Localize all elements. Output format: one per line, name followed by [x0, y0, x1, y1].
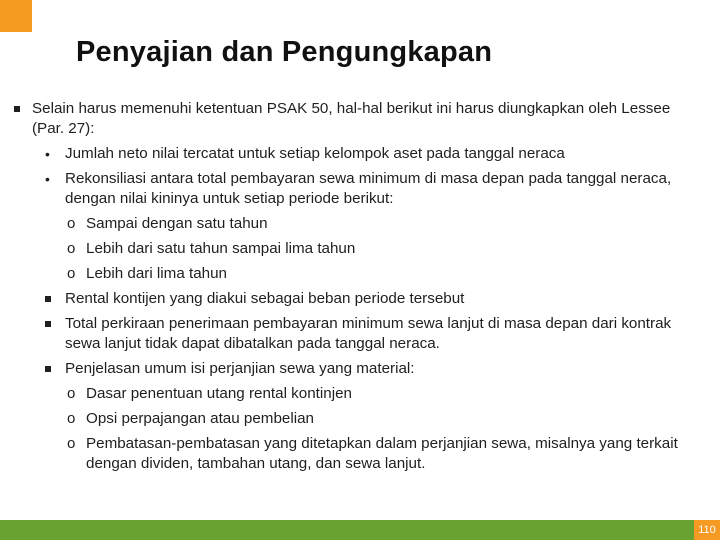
list-item [14, 314, 704, 354]
round-bullet-icon: • [45, 171, 50, 187]
circle-bullet-icon: o [67, 410, 76, 427]
list-item-text: Lebih dari lima tahun [86, 265, 227, 282]
list-item-text: Dasar penentuan utang rental kontinjen [86, 385, 352, 402]
list-item [14, 214, 704, 234]
list-item [14, 169, 704, 209]
circle-bullet-icon: o [67, 435, 76, 452]
circle-bullet-icon: o [67, 265, 76, 282]
square-bullet-icon [45, 314, 51, 334]
list-item-text: Jumlah neto nilai tercatat untuk setiap kelompok aset pada tanggal neraca [65, 145, 565, 162]
page-number: 110 [694, 520, 720, 540]
list-item [14, 384, 704, 404]
list-item [14, 409, 704, 429]
list-item [14, 434, 704, 474]
circle-bullet-icon: o [67, 215, 76, 232]
list-item-text: Rental kontijen yang diakui sebagai beban periode tersebut [65, 290, 465, 307]
list-item-text: Pembatasan-pembatasan yang ditetapkan dalam perjanjian sewa, misalnya yang terkait dengan dividen, tambahan utang, dan sewa lanjut. [86, 435, 678, 472]
list-item [14, 359, 704, 379]
list-item-text: Sampai dengan satu tahun [86, 215, 268, 232]
list-item-text: Penjelasan umum isi perjanjian sewa yang material: [65, 360, 415, 377]
square-bullet-icon [45, 289, 51, 309]
slide-title: Penyajian dan Pengungkapan [76, 36, 493, 68]
list-item-text: Selain harus memenuhi ketentuan PSAK 50, hal-hal berikut ini harus diungkapkan oleh Lessee (Par. 27): [32, 100, 671, 137]
list-item-text: Rekonsiliasi antara total pembayaran sewa minimum di masa depan pada tanggal neraca, dengan nilai kininya untuk setiap periode berikut: [65, 170, 672, 207]
list-item-text: Total perkiraan penerimaan pembayaran minimum sewa lanjut di masa depan dari kontrak sewa lanjut tidak dapat dibatalkan pada tanggal neraca. [65, 315, 672, 352]
list-item [14, 239, 704, 259]
footer-bar [0, 520, 720, 540]
circle-bullet-icon: o [67, 240, 76, 257]
bullet-list [14, 99, 704, 479]
list-item [14, 99, 704, 139]
list-item [14, 264, 704, 284]
list-item-text: Lebih dari satu tahun sampai lima tahun [86, 240, 356, 257]
square-bullet-icon [45, 359, 51, 379]
list-item [14, 144, 704, 164]
round-bullet-icon: • [45, 146, 50, 162]
circle-bullet-icon: o [67, 385, 76, 402]
list-item [14, 289, 704, 309]
corner-accent [0, 0, 32, 32]
list-item-text: Opsi perpajangan atau pembelian [86, 410, 314, 427]
square-bullet-icon [14, 99, 20, 119]
